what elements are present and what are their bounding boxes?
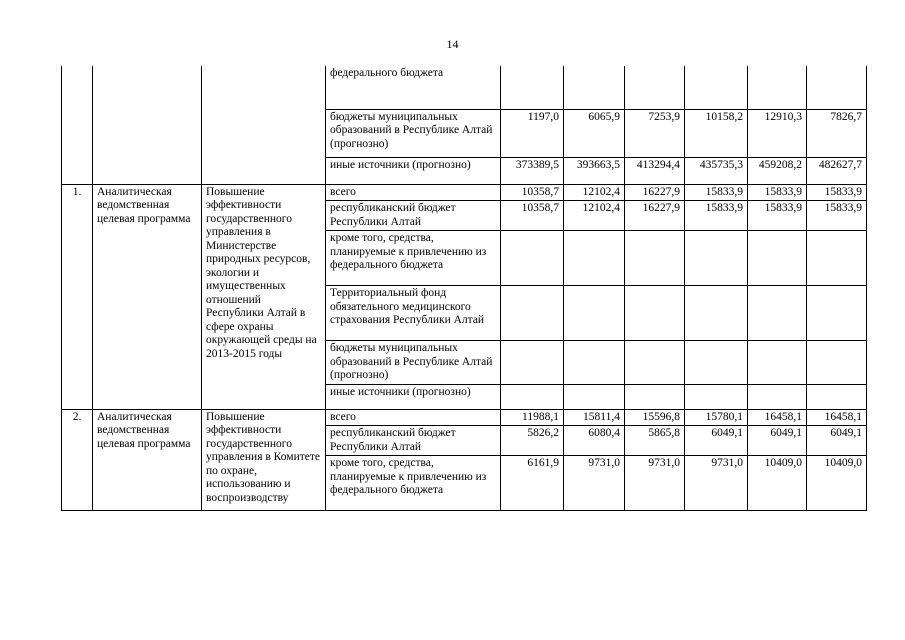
budget-table <box>61 66 867 511</box>
value-cell <box>501 286 564 341</box>
program-goal-cell <box>202 66 326 184</box>
value-cell: 373389,5 <box>501 157 564 184</box>
value-cell <box>807 66 867 109</box>
value-cell: 10158,2 <box>685 109 748 157</box>
value-cell: 435735,3 <box>685 157 748 184</box>
value-cell <box>564 231 625 286</box>
value-cell <box>748 66 807 109</box>
funding-source-cell: Территориальный фонд обязательного медицинского страхования Республики Алтай <box>326 286 501 341</box>
program-name-cell: Аналитическая ведомственная целевая программа <box>93 184 202 409</box>
value-cell <box>625 384 685 409</box>
program-goal-cell: Повышение эффективности государственного управления в Министерстве природных ресурсов, экологии и имущественных отношений Республики Алтай в сфере охраны окружающей среды на 2013-2015 годы <box>202 184 326 409</box>
value-cell: 16227,9 <box>625 184 685 201</box>
value-cell: 15833,9 <box>807 201 867 231</box>
value-cell <box>685 66 748 109</box>
value-cell: 482627,7 <box>807 157 867 184</box>
program-goal-cell: Повышение эффективности государственного управления в Комитете по охране, использованию и воспроизводству <box>202 409 326 511</box>
value-cell <box>501 384 564 409</box>
funding-source-cell: кроме того, средства, планируемые к привлечению из федерального бюджета <box>326 456 501 511</box>
value-cell <box>501 231 564 286</box>
funding-source-cell: республиканский бюджет Республики Алтай <box>326 201 501 231</box>
value-cell: 5865,8 <box>625 426 685 456</box>
value-cell: 15596,8 <box>625 409 685 426</box>
value-cell: 9731,0 <box>564 456 625 511</box>
value-cell: 6049,1 <box>748 426 807 456</box>
value-cell <box>501 66 564 109</box>
program-name-cell <box>93 66 202 184</box>
value-cell <box>748 341 807 385</box>
value-cell <box>564 341 625 385</box>
value-cell: 15833,9 <box>807 184 867 201</box>
value-cell: 10358,7 <box>501 201 564 231</box>
program-name-cell: Аналитическая ведомственная целевая программа <box>93 409 202 511</box>
table-row <box>62 409 867 426</box>
budget-table-body <box>62 66 867 511</box>
value-cell: 12102,4 <box>564 201 625 231</box>
value-cell: 15833,9 <box>685 201 748 231</box>
value-cell <box>807 231 867 286</box>
funding-source-cell: бюджеты муниципальных образований в Республике Алтай (прогнозно) <box>326 109 501 157</box>
page-number: 14 <box>446 37 459 51</box>
value-cell <box>685 384 748 409</box>
value-cell <box>625 286 685 341</box>
value-cell: 6065,9 <box>564 109 625 157</box>
value-cell: 393663,5 <box>564 157 625 184</box>
funding-source-cell: иные источники (прогнозно) <box>326 157 501 184</box>
value-cell <box>807 384 867 409</box>
funding-source-cell: иные источники (прогнозно) <box>326 384 501 409</box>
value-cell <box>501 341 564 385</box>
value-cell: 12910,3 <box>748 109 807 157</box>
funding-source-cell: федерального бюджета <box>326 66 501 109</box>
value-cell: 12102,4 <box>564 184 625 201</box>
value-cell: 9731,0 <box>625 456 685 511</box>
value-cell <box>685 231 748 286</box>
value-cell: 7253,9 <box>625 109 685 157</box>
value-cell: 10358,7 <box>501 184 564 201</box>
value-cell <box>685 341 748 385</box>
value-cell: 6161,9 <box>501 456 564 511</box>
row-index-cell: 1. <box>62 184 93 409</box>
value-cell: 15833,9 <box>748 201 807 231</box>
value-cell: 413294,4 <box>625 157 685 184</box>
row-index-cell: 2. <box>62 409 93 511</box>
value-cell: 15780,1 <box>685 409 748 426</box>
value-cell: 16458,1 <box>807 409 867 426</box>
value-cell <box>685 286 748 341</box>
row-index-cell <box>62 66 93 184</box>
value-cell: 6049,1 <box>685 426 748 456</box>
value-cell: 9731,0 <box>685 456 748 511</box>
value-cell <box>807 286 867 341</box>
value-cell: 5826,2 <box>501 426 564 456</box>
value-cell <box>625 66 685 109</box>
value-cell <box>748 286 807 341</box>
value-cell: 11988,1 <box>501 409 564 426</box>
value-cell: 10409,0 <box>748 456 807 511</box>
funding-source-cell: бюджеты муниципальных образований в Республике Алтай (прогнозно) <box>326 341 501 385</box>
table-row <box>62 66 867 109</box>
value-cell: 6080,4 <box>564 426 625 456</box>
value-cell <box>807 341 867 385</box>
funding-source-cell: кроме того, средства, планируемые к привлечению из федерального бюджета <box>326 231 501 286</box>
funding-source-cell: республиканский бюджет Республики Алтай <box>326 426 501 456</box>
value-cell: 10409,0 <box>807 456 867 511</box>
value-cell: 459208,2 <box>748 157 807 184</box>
value-cell: 7826,7 <box>807 109 867 157</box>
value-cell <box>625 231 685 286</box>
value-cell: 15811,4 <box>564 409 625 426</box>
value-cell <box>564 286 625 341</box>
value-cell <box>625 341 685 385</box>
value-cell: 6049,1 <box>807 426 867 456</box>
value-cell: 15833,9 <box>748 184 807 201</box>
value-cell <box>564 66 625 109</box>
value-cell: 15833,9 <box>685 184 748 201</box>
value-cell: 1197,0 <box>501 109 564 157</box>
value-cell: 16458,1 <box>748 409 807 426</box>
value-cell <box>564 384 625 409</box>
value-cell <box>748 231 807 286</box>
table-row <box>62 184 867 201</box>
value-cell: 16227,9 <box>625 201 685 231</box>
funding-source-cell: всего <box>326 409 501 426</box>
funding-source-cell: всего <box>326 184 501 201</box>
value-cell <box>748 384 807 409</box>
